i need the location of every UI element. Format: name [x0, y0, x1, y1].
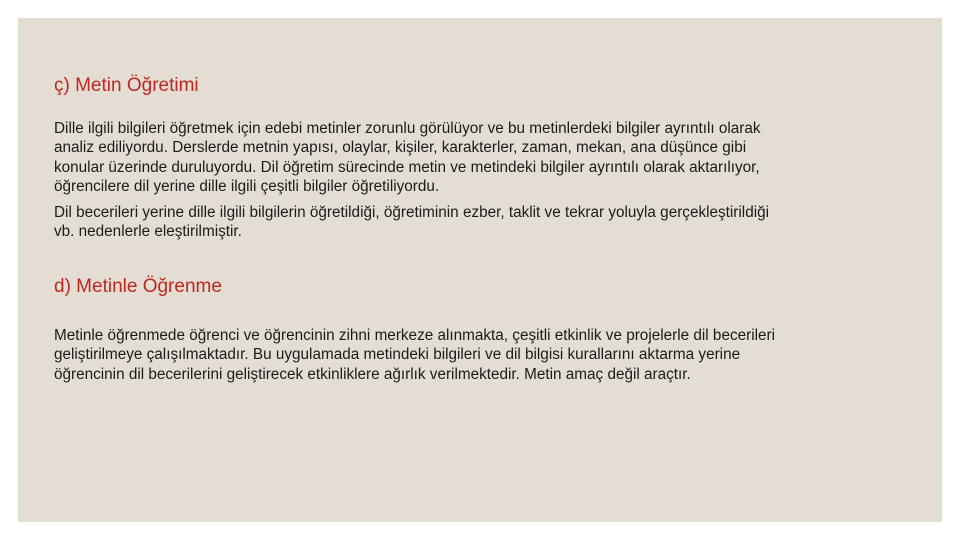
- text-line: öğrencilere dil yerine dille ilgili çeşitli bilgiler öğretiliyordu.: [54, 177, 440, 195]
- text-line: geliştirilmeye çalışılmaktadır. Bu uygulamada metindeki bilgileri ve dil bilgisi kurallarını aktarma yerine: [54, 346, 741, 364]
- text-line: vb. nedenlerle eleştirilmiştir.: [54, 223, 242, 241]
- text-line: Dille ilgili bilgileri öğretmek için edebi metinler zorunlu görülüyor ve bu metinlerdeki bilgiler ayrıntılı olarak: [54, 120, 761, 137]
- section-d-paragraph-1: [54, 326, 934, 384]
- text-line: Metinle öğrenmede öğrenci ve öğrencinin zihni merkeze alınmakta, çeşitli etkinlik ve projelerle dil becerileri: [54, 327, 775, 344]
- text-line: konular üzerinde duruluyordu. Dil öğretim sürecinde metin ve metindeki bilgiler ayrıntılı olarak aktarılıyor,: [54, 158, 760, 176]
- text-line: analiz ediliyordu. Derslerde metnin yapısı, olaylar, kişiler, karakterler, zaman, mekan, ana düşünce gibi: [54, 139, 747, 157]
- text-line: Dil becerileri yerine dille ilgili bilgilerin öğretildiği, öğretiminin ezber, taklit ve tekrar yoluyla gerçekleştirildiği: [54, 204, 770, 221]
- text-line: öğrencinin dil becerilerini geliştirecek etkinliklere ağırlık verilmektedir. Metin amaç değil araçtır.: [54, 365, 691, 383]
- section-d-heading: d) Metinle Öğrenme: [54, 276, 222, 297]
- section-c-paragraph-2: [54, 203, 934, 242]
- slide-background: [18, 18, 942, 522]
- section-c-paragraph-1: [54, 119, 934, 196]
- section-c-heading: ç) Metin Öğretimi: [54, 75, 199, 96]
